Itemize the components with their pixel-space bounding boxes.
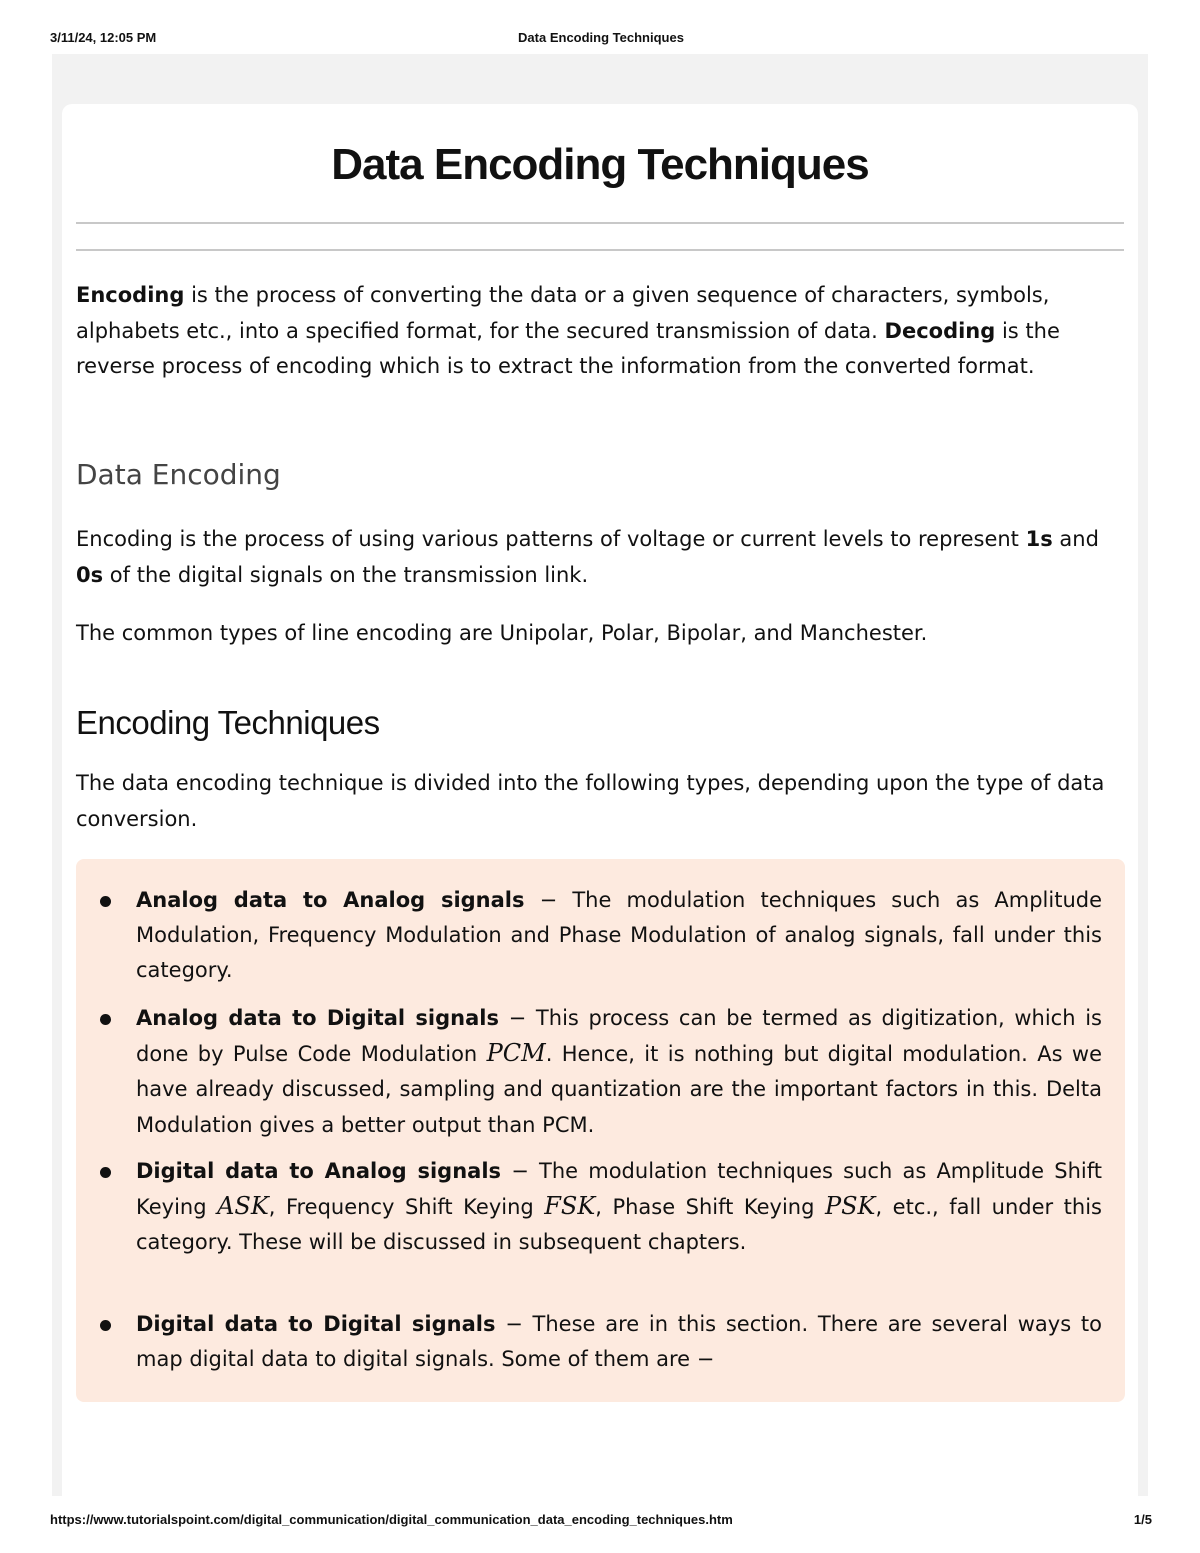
- print-header: [50, 30, 1152, 48]
- divider-top: [76, 222, 1124, 224]
- list-item-term: Digital data to Analog signals: [136, 1159, 502, 1183]
- techniques-intro-paragraph: [76, 766, 1116, 837]
- math-fsk: FSK: [544, 1192, 596, 1221]
- print-datetime: 3/11/24, 12:05 PM: [50, 30, 157, 45]
- list-item: [136, 1154, 1102, 1261]
- ones-term: 1s: [1025, 527, 1053, 551]
- list-item-text: − The modulation techniques such as Amplitude Modulation, Frequency Modulation and Phase Modulation of analog signals, fall under this category.: [136, 888, 1103, 983]
- math-psk: PSK: [824, 1192, 876, 1221]
- list-item-text: − The modulation techniques such as Amplitude Shift Keying: [136, 1159, 1102, 1220]
- page-url-link[interactable]: https://www.tutorialspoint.com/digital_communication/digital_communication_data_encoding_techniques.htm: [50, 1512, 733, 1527]
- print-title: Data Encoding Techniques: [518, 30, 684, 45]
- data-encoding-paragraph: [76, 522, 1116, 593]
- list-item: [136, 1307, 1102, 1377]
- bullet-icon: [100, 1014, 111, 1025]
- list-item-text: − These are in this section. There are several ways to map digital data to digital signals. Some of them are −: [136, 1312, 1102, 1372]
- section-heading-data-encoding: Data Encoding: [76, 458, 281, 491]
- line-encoding-types-paragraph: [76, 616, 1116, 652]
- encoding-term: Encoding: [76, 283, 185, 307]
- list-item: [136, 1001, 1102, 1143]
- page-number: 1/5: [1133, 1512, 1152, 1527]
- paragraph-text: and: [1052, 527, 1099, 551]
- list-item-text: , Frequency Shift Keying: [268, 1195, 545, 1220]
- paragraph-text: The common types of line encoding are Unipolar, Polar, Bipolar, and Manchester.: [76, 621, 928, 645]
- bullet-icon: [100, 1167, 111, 1178]
- intro-paragraph: [76, 278, 1116, 385]
- print-footer: [50, 1512, 1152, 1530]
- decoding-term: Decoding: [884, 318, 996, 343]
- list-item-text: − This process can be termed as digitization, which is done by Pulse Code Modulation: [136, 1006, 1102, 1067]
- zeros-term: 0s: [76, 562, 104, 587]
- math-ask: ASK: [217, 1192, 269, 1221]
- divider-bottom: [76, 249, 1124, 251]
- section-heading-encoding-techniques: Encoding Techniques: [76, 704, 380, 741]
- list-item-term: Analog data to Analog signals: [136, 888, 525, 912]
- page-title: Data Encoding Techniques: [331, 140, 869, 189]
- list-item-text: , Phase Shift Keying: [595, 1195, 825, 1220]
- encoding-definition: is the process of converting the data or a given sequence of characters, symbols, alphabets etc., into a specified format, for the secured transmission of data.: [76, 283, 1050, 343]
- bullet-icon: [100, 1320, 111, 1331]
- paragraph-text: The data encoding technique is divided into the following types, depending upon the type of data conversion.: [76, 771, 1105, 831]
- list-item-text: . Hence, it is nothing but digital modulation. As we have already discussed, sampling and quantization are the important factors in this. Delta Modulation gives a better output than PCM.: [136, 1042, 1103, 1137]
- list-item: [136, 883, 1102, 989]
- paragraph-text: Encoding is the process of using various patterns of voltage or current levels to represent: [76, 527, 1026, 551]
- list-item-term: Digital data to Digital signals: [136, 1312, 496, 1336]
- math-pcm: PCM: [486, 1039, 546, 1068]
- bullet-icon: [100, 896, 111, 907]
- paragraph-text: of the digital signals on the transmission link.: [103, 562, 589, 587]
- list-item-text: , etc., fall under this category. These will be discussed in subsequent chapters.: [136, 1195, 1102, 1255]
- list-item-term: Analog data to Digital signals: [136, 1006, 499, 1030]
- decoding-definition: is the reverse process of encoding which is to extract the information from the converted format.: [76, 318, 1060, 378]
- techniques-callout: [76, 859, 1125, 1402]
